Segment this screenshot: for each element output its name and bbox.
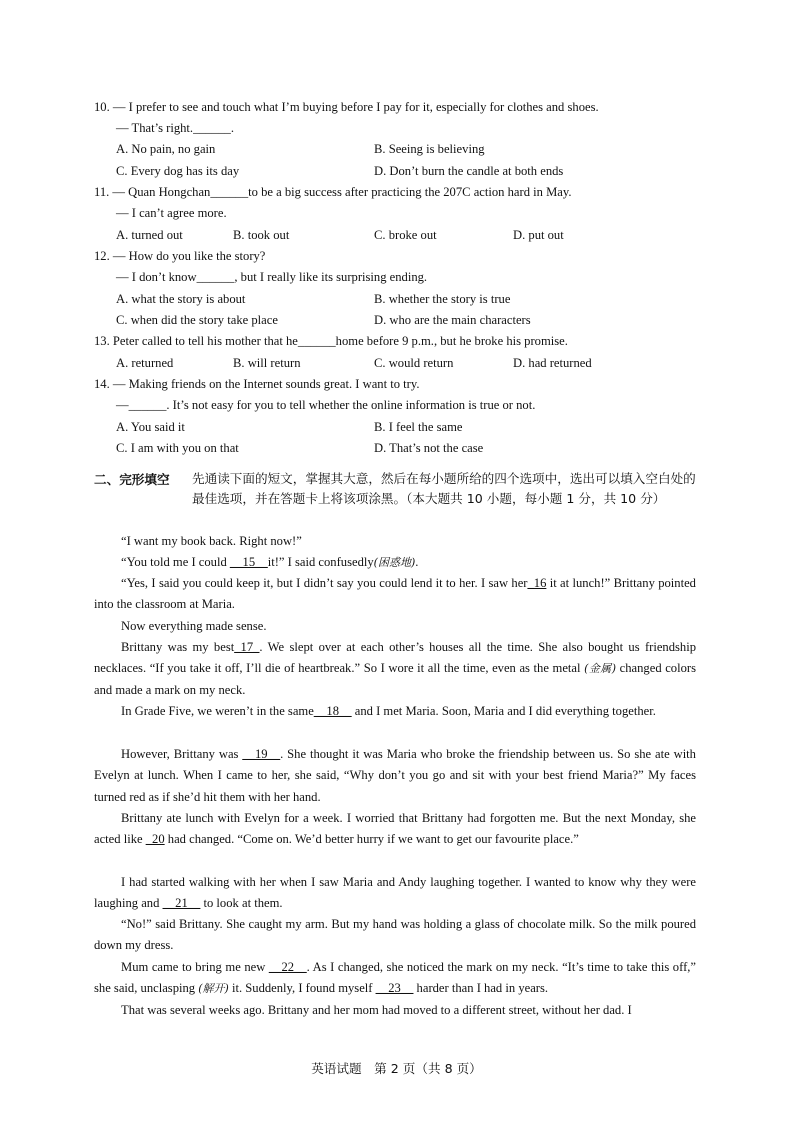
blank-15: __15__ [229, 555, 268, 569]
passage-text: However, Brittany was [121, 747, 243, 761]
passage-text: to look at them. [200, 896, 283, 911]
question-14-option-c: C. I am with you on that [116, 441, 239, 455]
passage-text: changed colors and made a mark on my neck. [94, 661, 696, 697]
question-14-option-d: D. That’s not the case [374, 441, 484, 455]
question-11-option-b: B. took out [233, 228, 290, 242]
passage-paragraph-11 [94, 957, 696, 1000]
blank-21: __21__ [162, 896, 201, 911]
question-11-reply: — I can’t agree more. [116, 206, 227, 220]
question-10-option-a: A. No pain, no gain [116, 142, 216, 156]
question-11-option-d: D. put out [513, 228, 564, 242]
passage-paragraph-3 [94, 573, 696, 616]
blank-22: __22__ [268, 960, 307, 974]
question-13-option-a: A. returned [116, 356, 174, 370]
passage-paragraph-2 [94, 552, 696, 573]
question-14-reply: —______. It’s not easy for you to tell whether the online information is true or not. [116, 398, 536, 412]
section-title: 二、完形填空 [94, 472, 170, 487]
passage-text: it. Suddenly, I found myself [228, 981, 376, 996]
passage-paragraph-5 [94, 637, 696, 701]
blank-19: __19__ [242, 747, 281, 761]
question-10-option-b: B. Seeing is believing [374, 142, 485, 156]
passage-paragraph-4 [94, 616, 696, 637]
passage-text: . She thought it was Maria who broke the friendship between us. So she ate with Evelyn at lunch. When I came to her, she said, “Why don’t you go and sit with your best friend Maria?” My faces turned red as if she’d hit them with her hand. [94, 747, 696, 804]
passage-paragraph-9 [94, 872, 696, 915]
passage-text: Brittany was my best [121, 640, 235, 654]
passage-text: “No!” said Brittany. She caught my arm. But my hand was holding a glass of chocolate milk. So the milk poured down my dress. [94, 917, 696, 953]
passage-text: Now everything made sense. [121, 619, 267, 633]
question-10-option-c: C. Every dog has its day [116, 164, 240, 178]
question-13-option-b: B. will return [233, 356, 301, 370]
passage-text: . [415, 555, 419, 569]
question-13-stem: 13. Peter called to tell his mother that he______home before 9 p.m., but he broke his promise. [94, 334, 568, 348]
passage-text: “I want my book back. Right now!” [121, 534, 302, 548]
question-11-stem: 11. — Quan Hongchan______to be a big success after practicing the 207C action hard in May. [94, 185, 572, 199]
question-13-option-c: C. would return [374, 356, 454, 370]
passage-paragraph-8 [94, 808, 696, 851]
page-footer: 英语试题 第 2 页（共 8 页） [311, 1061, 482, 1076]
section-instruction: 先通读下面的短文，掌握其大意，然后在每小题所给的四个选项中，选出可以填入空白处的最佳选项，并在答题卡上将该项涂黑。（本大题共 10 小题，每小题 1 分，共 10 分） [192, 471, 696, 506]
question-12-stem: 12. — How do you like the story? [94, 249, 266, 263]
passage-paragraph-6 [94, 701, 696, 722]
passage-paragraph-1 [94, 531, 696, 552]
passage-text: had changed. “Come on. We’d better hurry if we want to get our favourite place.” [164, 832, 579, 847]
blank-20: _20 [145, 832, 165, 847]
question-10-reply: — That’s right.______. [116, 121, 235, 135]
passage-paragraph-10 [94, 914, 696, 957]
question-14-option-a: A. You said it [116, 420, 185, 434]
question-12-reply: — I don’t know______, but I really like its surprising ending. [116, 270, 428, 284]
question-12-option-c: C. when did the story take place [116, 313, 278, 327]
question-12-option-d: D. who are the main characters [374, 313, 531, 327]
blank-16: _16 [527, 576, 547, 590]
question-12-option-b: B. whether the story is true [374, 292, 511, 306]
passage-text: harder than I had in years. [413, 981, 549, 996]
passage-text: Mum came to bring me new [121, 960, 269, 974]
passage-text: In Grade Five, we weren’t in the same [121, 704, 314, 718]
question-12-option-a: A. what the story is about [116, 292, 246, 306]
passage-text: it at lunch!” Brittany pointed into the classroom at Maria. [94, 576, 696, 612]
passage-text: . We slept over at each other’s houses all the time. She also bought us friendship necklaces. “If you take it off, I’ll die of heartbreak.” So I wore it all the time, even as the metal [94, 640, 697, 676]
blank-23: __23__ [375, 981, 414, 996]
gloss-unclasping: (解开) [198, 982, 229, 996]
passage-text: it!” I said confusedly [267, 555, 374, 569]
question-14-option-b: B. I feel the same [374, 420, 463, 434]
passage-text: “Yes, I said you could keep it, but I didn’t say you could lend it to her. I saw her [121, 576, 528, 590]
passage-text: and I met Maria. Soon, Maria and I did everything together. [351, 704, 656, 718]
question-14-stem: 14. — Making friends on the Internet sounds great. I want to try. [94, 377, 420, 391]
question-10-option-d: D. Don’t burn the candle at both ends [374, 164, 564, 178]
question-11-option-a: A. turned out [116, 228, 183, 242]
passage-text: Brittany ate lunch with Evelyn for a week. I worried that Brittany had forgotten me. But the next Monday, she acted like [94, 811, 696, 847]
question-10-stem: 10. — I prefer to see and touch what I’m buying before I pay for it, especially for clothes and shoes. [94, 100, 599, 114]
passage-paragraph-12 [94, 1000, 696, 1021]
passage-paragraph-7 [94, 744, 696, 808]
passage-text: That was several weeks ago. Brittany and her mom had moved to a different street, without her dad. I [121, 1003, 632, 1017]
blank-17: _17_ [234, 640, 260, 654]
question-11-option-c: C. broke out [374, 228, 437, 242]
gloss-metal: (金属) [584, 662, 617, 676]
passage-text: I had started walking with her when I saw Maria and Andy laughing together. I wanted to know why they were laughing and [94, 875, 696, 911]
blank-18: __18__ [313, 704, 352, 718]
passage-text: “You told me I could [121, 555, 230, 569]
gloss-confusedly: (困惑地) [373, 556, 416, 569]
question-13-option-d: D. had returned [513, 356, 592, 370]
passage-text: . As I changed, she noticed the mark on my neck. “It’s time to take this off,” she said, unclasping [94, 960, 697, 996]
